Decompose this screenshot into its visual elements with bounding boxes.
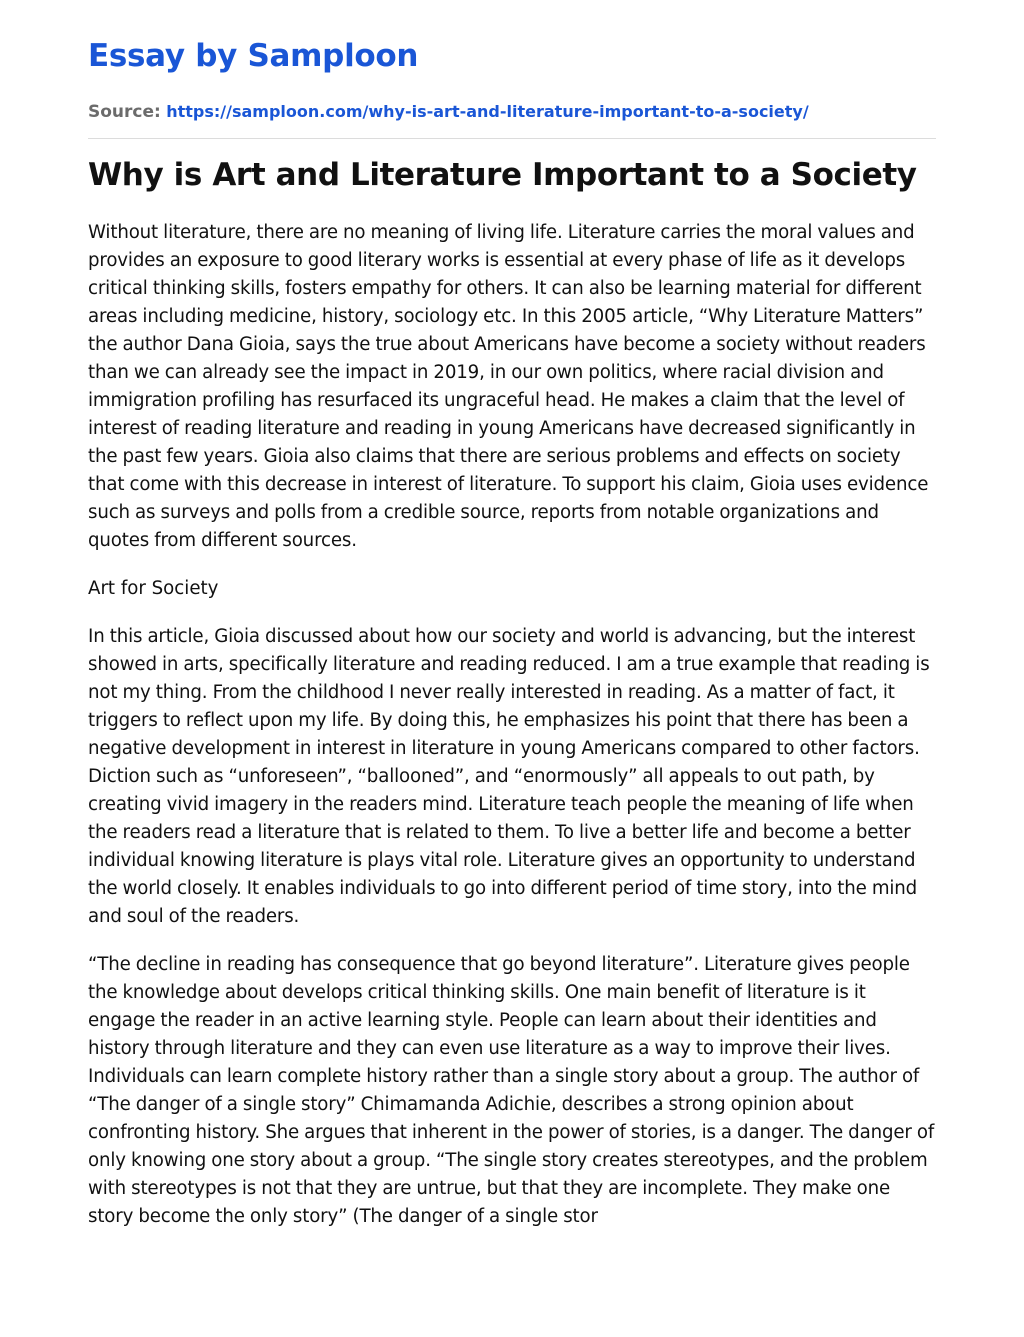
site-brand[interactable]: Essay by Samploon xyxy=(88,38,419,74)
essay-page xyxy=(88,34,938,1251)
section-heading: Art for Society xyxy=(88,578,219,599)
header-divider xyxy=(88,138,936,139)
paragraph-1: Without literature, there are no meaning of living life. Literature carries the moral values and provides an exposure to good literary works is essential at every phase of life as it develops critical thinking skills, fosters empathy for others. It can also be learning material for different areas including medicine, history, sociology etc. In this 2005 article, “Why Literature Matters” the author Dana Gioia, says the true about Americans have become a society without readers than we can already see the impact in 2019, in our own politics, where racial division and immigration profiling has resurfaced its ungraceful head. He makes a claim that the level of interest of reading literature and reading in young Americans have decreased significantly in the past few years. Gioia also claims that there are serious problems and effects on society that come with this decrease in interest of literature. To support his claim, Gioia uses evidence such as surveys and polls from a credible source, reports from notable organizations and quotes from different sources. xyxy=(88,222,929,551)
source-line xyxy=(88,100,938,124)
paragraph-3: “The decline in reading has consequence that go beyond literature”. Literature gives people the knowledge about develops critical thinking skills. One main benefit of literature is it engage the reader in an active learning style. People can learn about their identities and history through literature and they can even use literature as a way to improve their lives. Individuals can learn complete history rather than a single story about a group. The author of “The danger of a single story” Chimamanda Adichie, describes a strong opinion about confronting history. She argues that inherent in the power of stories, is a danger. The danger of only knowing one story about a group. “The single story creates stereotypes, and the problem with stereotypes is not that they are untrue, but that they are incomplete. They make one story become the only story” (The danger of a single stor xyxy=(88,954,935,1227)
source-label: Source: xyxy=(88,102,161,122)
paragraph-2: In this article, Gioia discussed about how our society and world is advancing, but the interest showed in arts, specifically literature and reading reduced. I am a true example that reading is not my thing. From the childhood I never really interested in reading. As a matter of fact, it triggers to reflect upon my life. By doing this, he emphasizes his point that there has been a negative development in interest in literature in young Americans compared to other factors. Diction such as “unforeseen”, “ballooned”, and “enormously” all appeals to out path, by creating vivid imagery in the readers mind. Literature teach people the meaning of life when the readers read a literature that is related to them. To live a better life and become a better individual knowing literature is plays vital role. Literature gives an opportunity to understand the world closely. It enables individuals to go into different period of time story, into the mind and soul of the readers. xyxy=(88,626,930,927)
page-title: Why is Art and Literature Important to a Society xyxy=(88,157,917,193)
source-link[interactable]: https://samploon.com/why-is-art-and-literature-important-to-a-society/ xyxy=(166,102,809,121)
article-body xyxy=(88,219,938,1231)
